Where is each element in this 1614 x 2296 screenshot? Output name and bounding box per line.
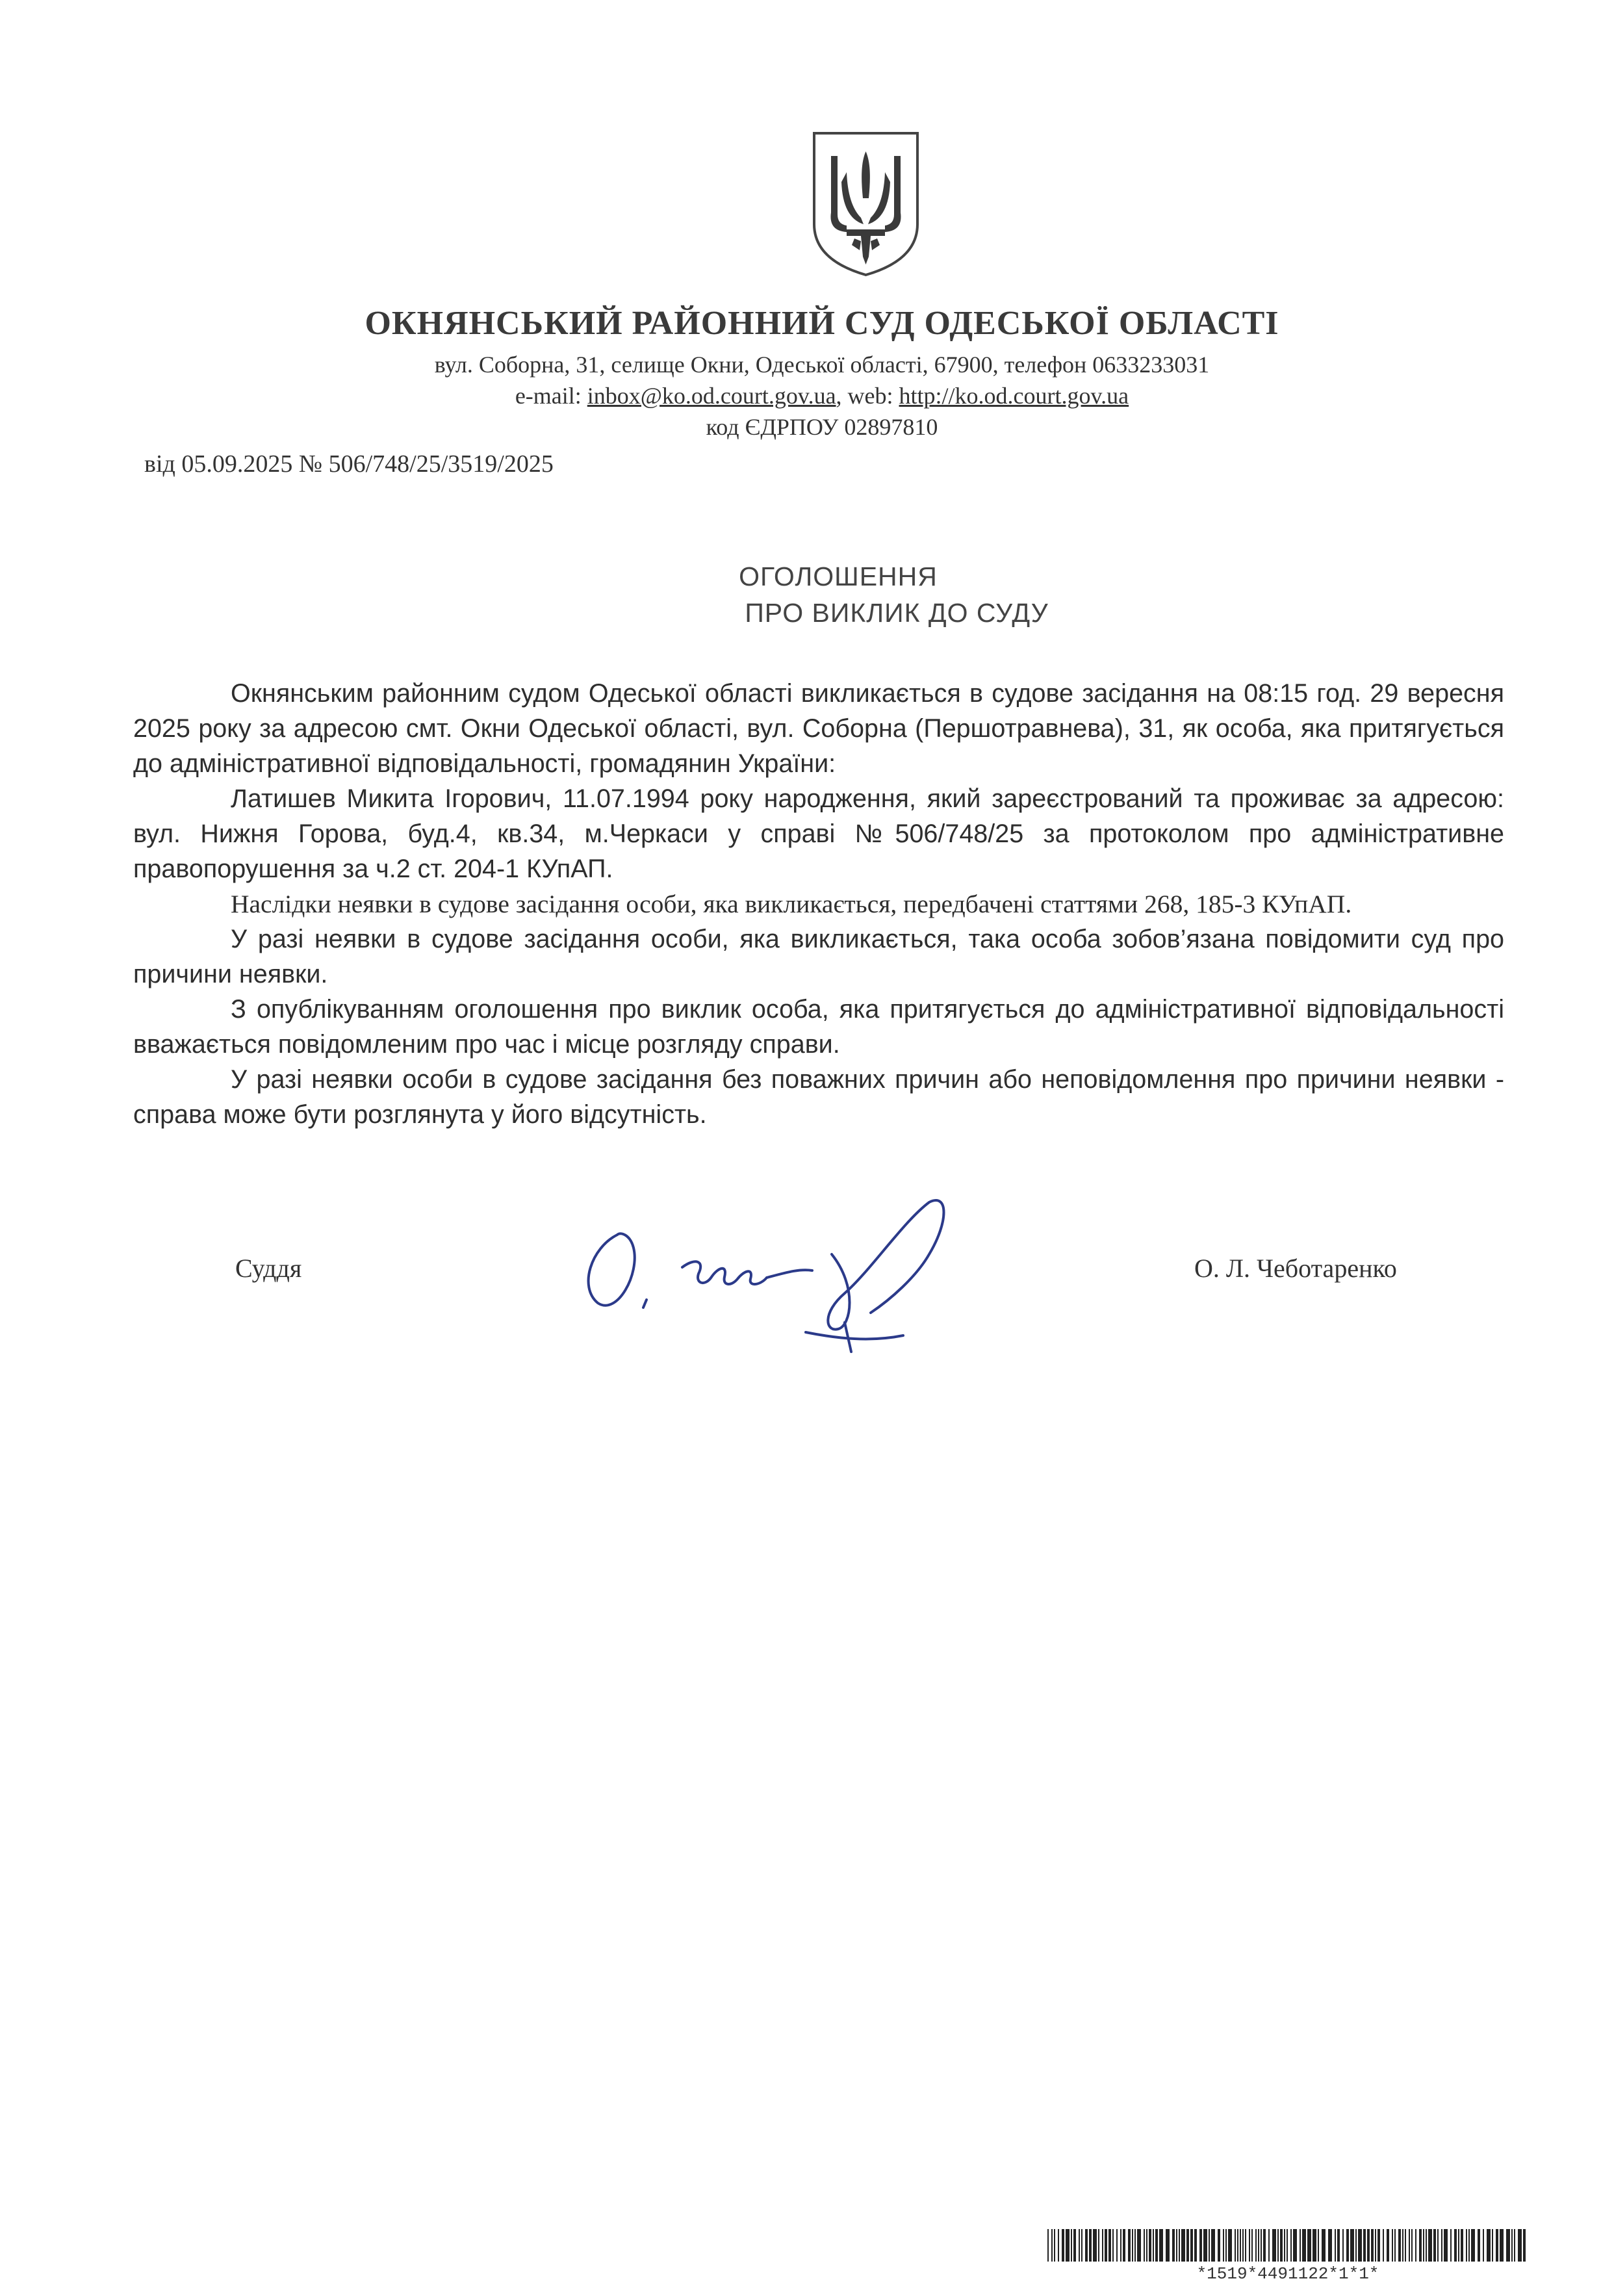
handwritten-signature-icon — [565, 1196, 1033, 1365]
paragraph: У разі неявки особи в судове засідання без поважних причин або неповідомлення про причини неявки - справа може бути розглянута у його відсутність. — [133, 1065, 1504, 1129]
judge-label: Суддя — [235, 1254, 302, 1283]
court-address: вул. Соборна, 31, селище Окни, Одеської області, 67900, телефон 0633233031 — [434, 352, 1210, 378]
edrpou-code: код ЄДРПОУ 02897810 — [706, 414, 938, 440]
paragraph: У разі неявки в судове засідання особи, яка викликається, така особа зобов’язана повідомити суд про причини неявки. — [133, 925, 1504, 988]
barcode-icon — [1047, 2229, 1528, 2262]
paragraph: З опублікуванням оголошення про виклик особа, яка притягується до адміністративної відповідальності вважається повідомленим про час і місце розгляду справи. — [133, 995, 1504, 1059]
judge-name: О. Л. Чеботаренко — [1194, 1254, 1397, 1283]
announcement-title: ОГОЛОШЕННЯ — [739, 561, 938, 591]
court-name: ОКНЯНСЬКИЙ РАЙОННИЙ СУД ОДЕСЬКОЇ ОБЛАСТІ — [365, 305, 1279, 342]
paragraph: Окнянським районним судом Одеської області викликається в судове засідання на 08:15 год. 29 вересня 2025 року за адресою смт. Окни Одеської області, вул. Соборна (Першотравнева), 31, як особа, яка притягується до адміністративної відповідальності, громадянин України: — [133, 679, 1504, 778]
barcode-number: *1519*4491122*1*1* — [1196, 2264, 1379, 2284]
web-label: , web: — [836, 383, 899, 409]
paragraph: Латишев Микита Ігорович, 11.07.1994 року народження, який зареєстрований та проживає за адресою: вул. Нижня Горова, буд.4, кв.34, м.Черкаси у справі №506/748/25 за протоколом про адміністративне правопорушення за ч.2 ст. 204-1 КУпАП. — [133, 784, 1504, 883]
paragraph: Наслідки неявки в судове засідання особи, яка викликається, передбачені статтями 268, 185-3 КУпАП. — [231, 890, 1352, 918]
email-label: e-mail: — [515, 383, 587, 409]
court-contacts — [286, 382, 1358, 409]
announcement-subtitle: ПРО ВИКЛИК ДО СУДУ — [745, 598, 1049, 628]
email-link[interactable]: inbox@ko.od.court.gov.ua — [587, 383, 836, 409]
trident-emblem-icon — [809, 127, 923, 279]
announcement-body — [133, 676, 1504, 1132]
document-date-number: від 05.09.2025 № 506/748/25/3519/2025 — [144, 450, 554, 478]
web-link[interactable]: http://ko.od.court.gov.ua — [899, 383, 1129, 409]
